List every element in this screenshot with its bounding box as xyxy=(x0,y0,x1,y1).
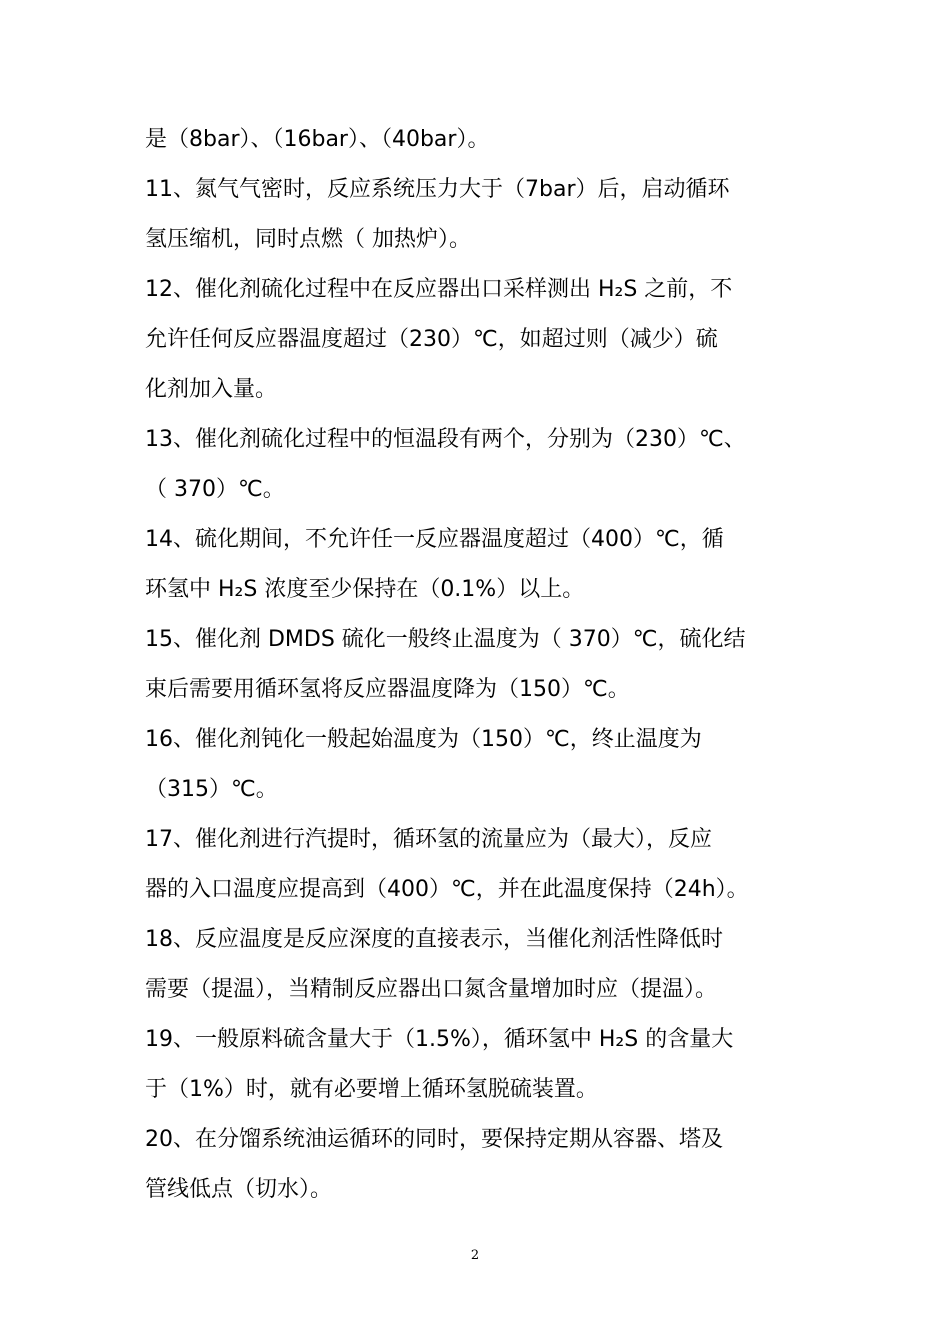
text-line: 氢压缩机，同时点燃（ 加热炉）。 xyxy=(145,227,471,252)
text-line: 13、催化剂硫化过程中的恒温段有两个，分别为（230）℃、 xyxy=(145,427,746,452)
text-line: 器的入口温度应提高到（400）℃，并在此温度保持（24h）。 xyxy=(145,877,749,902)
text-line: 20、在分馏系统油运循环的同时，要保持定期从容器、塔及 xyxy=(145,1127,723,1152)
text-line: 15、催化剂 DMDS 硫化一般终止温度为（ 370）℃，硫化结 xyxy=(145,627,746,652)
text-line: 17、催化剂进行汽提时，循环氢的流量应为（最大），反应 xyxy=(145,827,712,852)
text-line: 需要（提温），当精制反应器出口氮含量增加时应（提温）。 xyxy=(145,977,718,1002)
text-line: 允许任何反应器温度超过（230）℃，如超过则（减少）硫 xyxy=(145,327,718,352)
page-number: 2 xyxy=(470,1248,480,1263)
text-line: 11、氮气气密时，反应系统压力大于（7bar）后，启动循环 xyxy=(145,177,730,202)
document-body xyxy=(145,115,810,1215)
text-line: 19、一般原料硫含量大于（1.5%），循环氢中 H₂S 的含量大 xyxy=(145,1027,734,1052)
text-line: 于（1%）时，就有必要增上循环氢脱硫装置。 xyxy=(145,1077,598,1102)
text-line: 是（8bar）、（16bar）、（40bar）。 xyxy=(145,127,490,152)
text-line: 12、催化剂硫化过程中在反应器出口采样测出 H₂S 之前，不 xyxy=(145,277,733,302)
text-line: 环氢中 H₂S 浓度至少保持在（0.1%）以上。 xyxy=(145,577,585,602)
text-line: 束后需要用循环氢将反应器温度降为（150）℃。 xyxy=(145,677,630,702)
text-line: 18、反应温度是反应深度的直接表示，当催化剂活性降低时 xyxy=(145,927,723,952)
text-line: 14、硫化期间，不允许任一反应器温度超过（400）℃，循 xyxy=(145,527,724,552)
text-line: 16、催化剂钝化一般起始温度为（150）℃，终止温度为 xyxy=(145,727,702,752)
text-line: 化剂加入量。 xyxy=(145,377,278,402)
text-line: 管线低点（切水）。 xyxy=(145,1177,333,1202)
text-line: （ 370）℃。 xyxy=(145,477,285,502)
text-line: （315）℃。 xyxy=(145,777,278,802)
